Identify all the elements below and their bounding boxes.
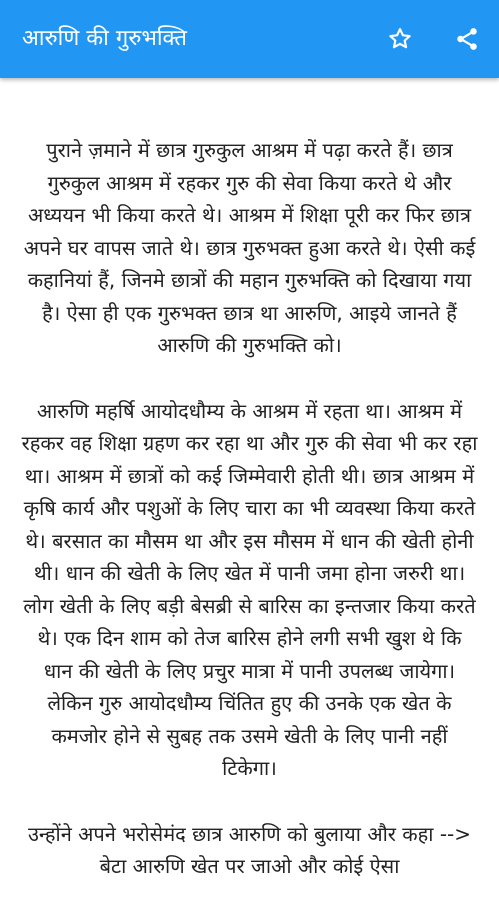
page-title: आरुणि की गुरुभक्ति — [22, 26, 187, 51]
article-scroll-area[interactable] — [0, 78, 499, 900]
favorite-button[interactable] — [383, 22, 417, 56]
share-icon — [454, 26, 480, 52]
story-article — [0, 78, 499, 883]
story-paragraph-1: पुराने ज़माने में छात्र गुरुकुल आश्रम में पढ़ा करते हैं। छात्र गुरुकुल आश्रम में रहकर गुरु की सेवा किया करते थे और अध्ययन भी किया करते थे। आश्रम में शिक्षा पूरी कर फिर छात्र अपने घर वापस जाते थे। छात्र गुरुभक्त हुआ करते थे। ऐसी कई कहानियां हैं, जिनमे छात्रों की महान गुरुभक्ति को दिखाया गया है। ऐसा ही एक गुरुभक्त छात्र था आरुणि, आइये जानते हैं आरुणि की गुरुभक्ति को। — [23, 138, 476, 357]
share-button[interactable] — [450, 22, 484, 56]
story-paragraph-2: आरुणि महर्षि आयोदधौम्य के आश्रम में रहता था। आश्रम में रहकर वह शिक्षा ग्रहण कर रहा था और गुरु की सेवा भी कर रहा था। आश्रम में छात्रों को कई जिम्मेवारी होती थी। छात्र आश्रम में कृषि कार्य और पशुओं के लिए चारा का भी व्यवस्था किया करते थे। बरसात का मौसम था और इस मौसम में धान की खेती होनी थी। धान की खेती के लिए खेत में पानी जमा होना जरुरी था। लोग खेती के लिए बड़ी बेसब्री से बारिस का इन्तजार किया करते थे। एक दिन शाम को तेज बारिस होने लगी सभी खुश थे कि धान की खेती के लिए प्रचुर मात्रा में पानी उपलब्ध जायेगा। लेकिन गुरु आयोदधौम्य चिंतित हुए की उनके एक खेत के कमजोर होने से सुबह तक उसमे खेती के लिए पानी नहीं टिकेगा। — [21, 398, 478, 780]
app-bar — [0, 0, 499, 78]
story-paragraph-3: उन्होंने अपने भरोसेमंद छात्र आरुणि को बुलाया और कहा --> बेटा आरुणि खेत पर जाओ और कोई ऐसा — [27, 821, 472, 878]
star-outline-icon — [387, 26, 413, 52]
